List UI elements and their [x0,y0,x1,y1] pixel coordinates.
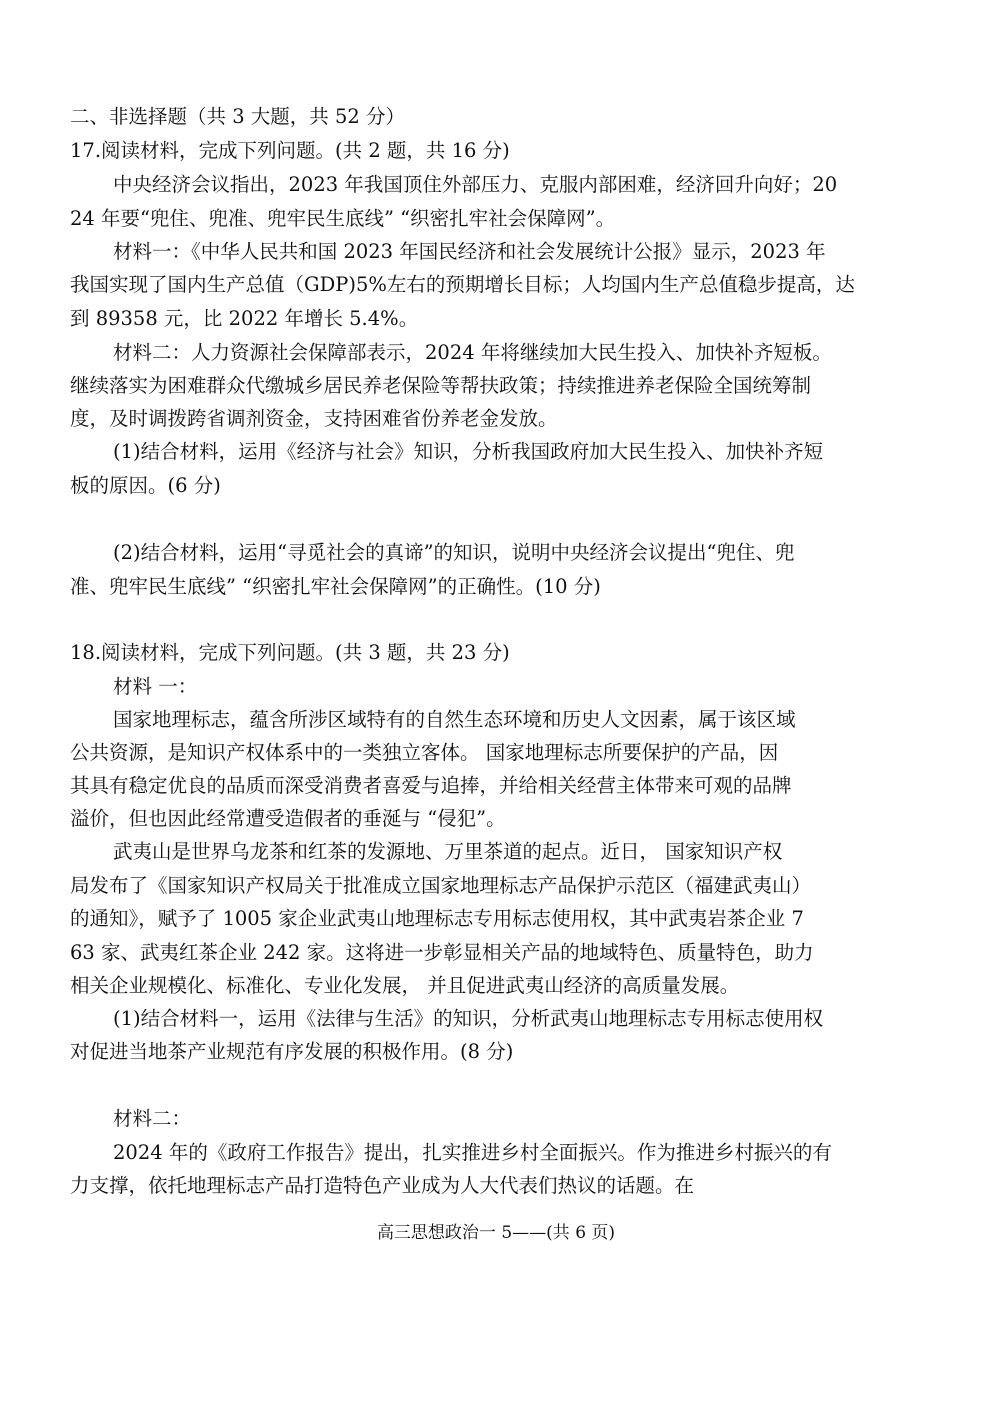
q17-material2-line: 继续落实为困难群众代缴城乡居民养老保险等帮扶政策；持续推进养老保险全国统筹制 [70,374,812,397]
q18-material1-p1-line: 溢价，但也因此经常遭受造假者的垂涎与 “侵犯”。 [70,807,506,830]
q17-material1-line: 我国实现了国内生产总值（GDP)5%左右的预期增长目标；人均国内生产总值稳步提高，达 [70,273,855,296]
q18-sub1-line: (1)结合材料一，运用《法律与生活》的知识，分析武夷山地理标志专用标志使用权 [113,1007,824,1030]
q18-material1-p2-line: 局发布了《国家知识产权局关于批准成立国家地理标志产品保护示范区（福建武夷山） [70,874,812,897]
q18-material1-label: 材料 一： [113,675,198,698]
q17-material1-line: 材料一：《中华人民共和国 2023 年国民经济和社会发展统计公报》显示，2023 年 [113,240,826,263]
q18-material2-p1-line: 2024 年的《政府工作报告》提出，扎实推进乡村全面振兴。作为推进乡村振兴的有 [113,1141,832,1164]
q18-material1-p2-line: 武夷山是世界乌龙茶和红茶的发源地、万里茶道的起点。近日， 国家知识产权 [113,840,783,863]
page-footer: 高三思想政治一 5——(共 6 页) [376,1223,616,1243]
q17-sub2-line: 准、兜牢民生底线” “织密扎牢社会保障网”的正确性。(10 分) [70,575,601,598]
q17-material2-line: 材料二：人力资源社会保障部表示，2024 年将继续加大民生投入、加快补齐短板。 [113,341,832,364]
q18-title: 18.阅读材料，完成下列问题。(共 3 题，共 23 分) [70,641,510,664]
q18-material1-p2-line: 的通知》，赋予了 1005 家企业武夷山地理标志专用标志使用权，其中武夷岩茶企业 7 [70,907,804,930]
q18-material1-p1-line: 国家地理标志，蕴含所涉区域特有的自然生态环境和历史人文因素，属于该区域 [113,708,796,731]
q18-material1-p1-line: 公共资源，是知识产权体系中的一类独立客体。 国家地理标志所要保护的产品，因 [70,741,779,764]
q17-title: 17.阅读材料，完成下列问题。(共 2 题，共 16 分) [70,139,510,162]
q18-material2-label: 材料二： [113,1107,192,1130]
q18-sub1-line: 对促进当地茶产业规范有序发展的积极作用。(8 分) [70,1040,514,1063]
q17-sub2-line: (2)结合材料，运用“寻觅社会的真谛”的知识，说明中央经济会议提出“兜住、兜 [113,541,795,564]
q17-material2-line: 度，及时调拨跨省调剂资金，支持困难省份养老金发放。 [70,407,558,430]
section-heading: 二、非选择题（共 3 大题，共 52 分） [70,105,406,128]
q17-intro-line: 24 年要“兜住、兜准、兜牢民生底线” “织密扎牢社会保障网”。 [70,207,616,230]
q17-intro-line: 中央经济会议指出，2023 年我国顶住外部压力、克服内部困难，经济回升向好；20 [113,173,838,196]
q17-material1-line: 到 89358 元，比 2022 年增长 5.4%。 [70,307,419,330]
q18-material1-p2-line: 63 家、武夷红茶企业 242 家。这将进一步彰显相关产品的地域特色、质量特色，助力 [70,941,814,964]
q17-sub1-line: (1)结合材料，运用《经济与社会》知识，分析我国政府加大民生投入、加快补齐短 [113,440,824,463]
q18-material2-p1-line: 力支撑，依托地理标志产品打造特色产业成为人大代表们热议的话题。在 [70,1174,695,1197]
q18-material1-p1-line: 其具有稳定优良的品质而深受消费者喜爱与追捧，并给相关经营主体带来可观的品牌 [70,774,792,797]
q18-material1-p2-line: 相关企业规模化、标准化、专业化发展， 并且促进武夷山经济的高质量发展。 [70,974,740,997]
q17-sub1-line: 板的原因。(6 分) [70,474,221,497]
